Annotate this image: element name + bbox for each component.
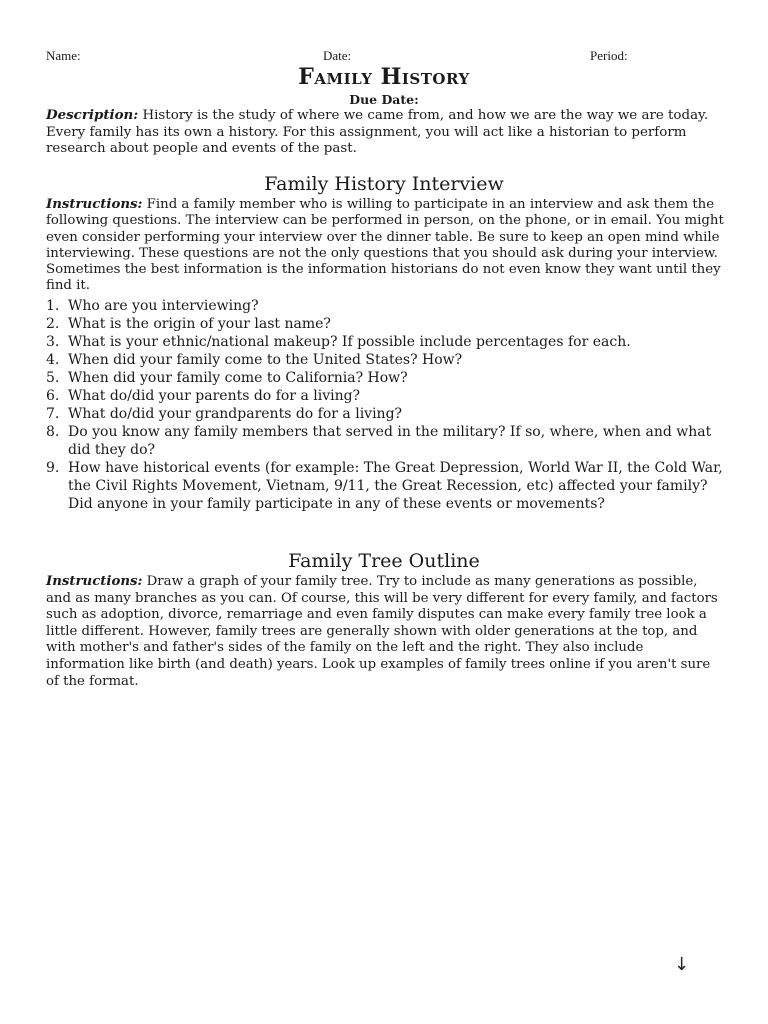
description-paragraph — [46, 107, 726, 158]
tree-instructions-text: Draw a graph of your family tree. Try to include as many generations as possible, and as many branches as you can. Of course, this will be very different for every family, and factors such as adoption, divorce, remarriage and even family disputes can make every family tree look a little different. However, family trees are generally shown with older generations at the top, and with mother's and father's sides of the family on the left and the right. They also include information like birth (and death) years. Look up examples of family trees online if you aren't sure of the format. — [46, 574, 718, 689]
question-number: 5. — [46, 370, 60, 386]
question-item — [46, 369, 726, 387]
question-text: What do/did your grandparents do for a living? — [68, 406, 403, 422]
question-number: 1. — [46, 298, 60, 314]
question-item — [46, 315, 726, 333]
question-item — [46, 459, 726, 513]
question-text: What do/did your parents do for a living? — [68, 388, 361, 404]
question-text: What is the origin of your last name? — [68, 316, 331, 332]
header-fields — [46, 48, 726, 64]
interview-questions — [46, 297, 726, 513]
question-text: Who are you interviewing? — [68, 298, 259, 314]
question-text: When did your family come to California? How? — [68, 370, 408, 386]
interview-instructions — [46, 197, 726, 295]
question-text: How have historical events (for example: The Great Depression, World War II, the Cold War, the Civil Rights Movement, Vietnam, 9/11, the Great Recession, etc) affected your family? Did anyone in your family participate in any of these events or movements? — [68, 460, 723, 512]
question-number: 3. — [46, 334, 60, 350]
interview-instructions-text: Find a family member who is willing to participate in an interview and ask them the following questions. The interview can be performed in person, on the phone, or in email. You might even consider performing your interview over the dinner table. Be sure to keep an open mind while interviewing. These questions are not the only questions that you should ask during your interview. Sometimes the best information is the information historians do not even know they want until they find it. — [46, 197, 724, 294]
question-text: Do you know any family members that served in the military? If so, where, when and what did they do? — [68, 424, 712, 458]
tree-instructions-lead: Instructions: — [46, 574, 143, 589]
interview-instructions-lead: Instructions: — [46, 197, 143, 212]
question-number: 8. — [46, 424, 60, 440]
interview-heading: Family History Interview — [264, 173, 504, 195]
period-label: Period: — [590, 48, 628, 63]
tree-heading: Family Tree Outline — [288, 550, 480, 572]
down-arrow-icon: ↓ — [674, 954, 690, 975]
question-text: What is your ethnic/national makeup? If possible include percentages for each. — [68, 334, 631, 350]
question-item — [46, 333, 726, 351]
description-lead: Description: — [46, 107, 139, 123]
name-label: Name: — [46, 48, 81, 63]
question-number: 2. — [46, 316, 60, 332]
page-title: Family History — [298, 64, 470, 90]
question-number: 9. — [46, 460, 60, 476]
description-text: History is the study of where we came from, and how we are the way we are today. Every family has its own a history. For this assignment, you will act like a historian to perform research about people and events of the past. — [46, 108, 709, 156]
question-number: 6. — [46, 388, 60, 404]
question-item — [46, 387, 726, 405]
question-number: 7. — [46, 406, 60, 422]
question-item — [46, 351, 726, 369]
date-label: Date: — [323, 48, 352, 63]
question-number: 4. — [46, 352, 60, 368]
question-item — [46, 297, 726, 315]
tree-instructions — [46, 574, 726, 690]
question-item — [46, 405, 726, 423]
question-text: When did your family come to the United States? How? — [68, 352, 463, 368]
question-item — [46, 423, 726, 459]
due-date-label: Due Date: — [349, 92, 419, 107]
